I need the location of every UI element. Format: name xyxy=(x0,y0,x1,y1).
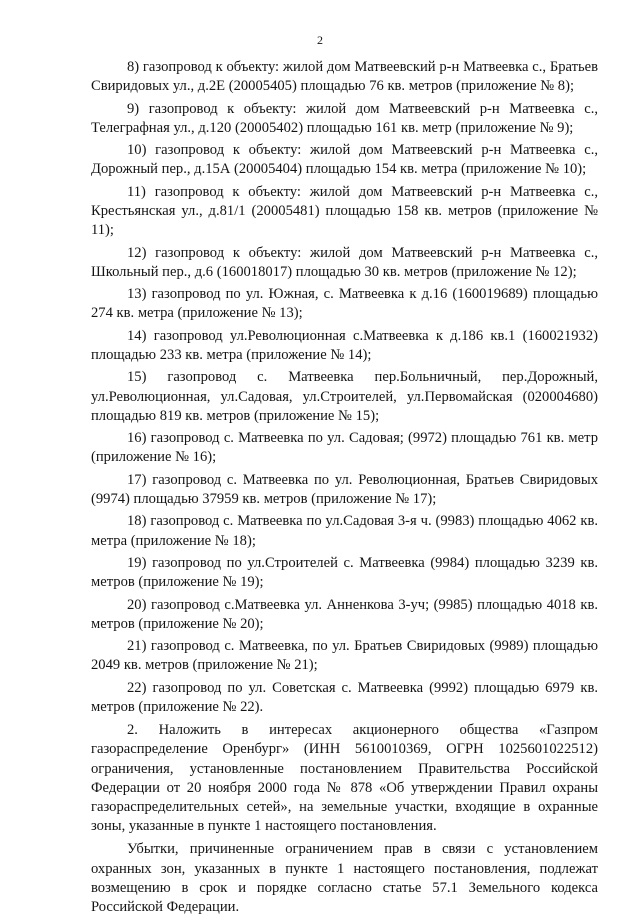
list-item-17: 17) газопровод с. Матвеевка по ул. Революционная, Братьев Свиридовых (9974) площадью 37959 кв. метров (приложение № 17); xyxy=(91,471,598,507)
list-item-14: 14) газопровод ул.Революционная с.Матвеевка к д.186 кв.1 (160021932) площадью 233 кв. метра (приложение № 14); xyxy=(91,327,598,363)
list-item-11: 11) газопровод к объекту: жилой дом Матвеевский р-н Матвеевка с., Крестьянская ул., д.81/1 (20005481) площадью 158 кв. метров (приложение № 11); xyxy=(91,183,598,239)
page-number: 2 xyxy=(317,33,323,47)
list-item-15: 15) газопровод с. Матвеевка пер.Больничный, пер.Дорожный, ул.Революционная, ул.Садовая, ул.Строителей, ул.Первомайская (020004680) площадью 819 кв. метров (приложение № 15); xyxy=(91,369,598,424)
list-item-9: 9) газопровод к объекту: жилой дом Матвеевский р-н Матвеевка с., Телеграфная ул., д.120 (20005402) площадью 161 кв. метр (приложение № 9); xyxy=(91,100,598,136)
list-item-16: 16) газопровод с. Матвеевка по ул. Садовая; (9972) площадью 761 кв. метр (приложение № 16); xyxy=(91,430,598,466)
list-item-18: 18) газопровод с. Матвеевка по ул.Садовая 3-я ч. (9983) площадью 4062 кв. метра (приложение № 18); xyxy=(91,513,598,549)
document-body xyxy=(91,58,598,920)
list-item-10: 10) газопровод к объекту: жилой дом Матвеевский р-н Матвеевка с., Дорожный пер., д.15А (20005404) площадью 154 кв. метра (приложение № 10); xyxy=(91,142,598,178)
list-item-21: 21) газопровод с. Матвеевка, по ул. Братьев Свиридовых (9989) площадью 2049 кв. метров (приложение № 21); xyxy=(91,638,598,674)
list-item-20: 20) газопровод с.Матвеевка ул. Анненкова 3-уч; (9985) площадью 4018 кв. метров (приложение № 20); xyxy=(91,596,598,632)
list-item-22: 22) газопровод по ул. Советская с. Матвеевка (9992) площадью 6979 кв. метров (приложение № 22). xyxy=(91,679,598,715)
list-item-13: 13) газопровод по ул. Южная, с. Матвеевка к д.16 (160019689) площадью 274 кв. метра (приложение № 13); xyxy=(91,286,598,322)
compensation-paragraph: Убытки, причиненные ограничением прав в связи с установлением охранных зон, указанных в пункте 1 настоящего постановления, подлежат возмещению в срок и порядке согласно статье 57.1 Земельного кодекса Российской Федерации. xyxy=(91,841,598,915)
clause-2-paragraph: 2. Наложить в интересах акционерного общества «Газпром газораспределение Оренбург» (ИНН 5610010369, ОГРН 1025601022512) ограничения, установленные постановлением Правительства Российской Федерации от 20 ноября 2000 года № 878 «Об утверждении Правил охраны газораспределительных сетей», на земельные участки, входящие в охранные зоны, указанные в пункте 1 настоящего постановления. xyxy=(91,722,598,835)
list-item-8: 8) газопровод к объекту: жилой дом Матвеевский р-н Матвеевка с., Братьев Свиридовых ул., д.2Е (20005405) площадью 76 кв. метров (приложение № 8); xyxy=(91,59,598,95)
list-item-19: 19) газопровод по ул.Строителей с. Матвеевка (9984) площадью 3239 кв. метров (приложение № 19); xyxy=(91,554,598,591)
list-item-12: 12) газопровод к объекту: жилой дом Матвеевский р-н Матвеевка с., Школьный пер., д.6 (160018017) площадью 30 кв. метров (приложение № 12); xyxy=(91,244,598,280)
